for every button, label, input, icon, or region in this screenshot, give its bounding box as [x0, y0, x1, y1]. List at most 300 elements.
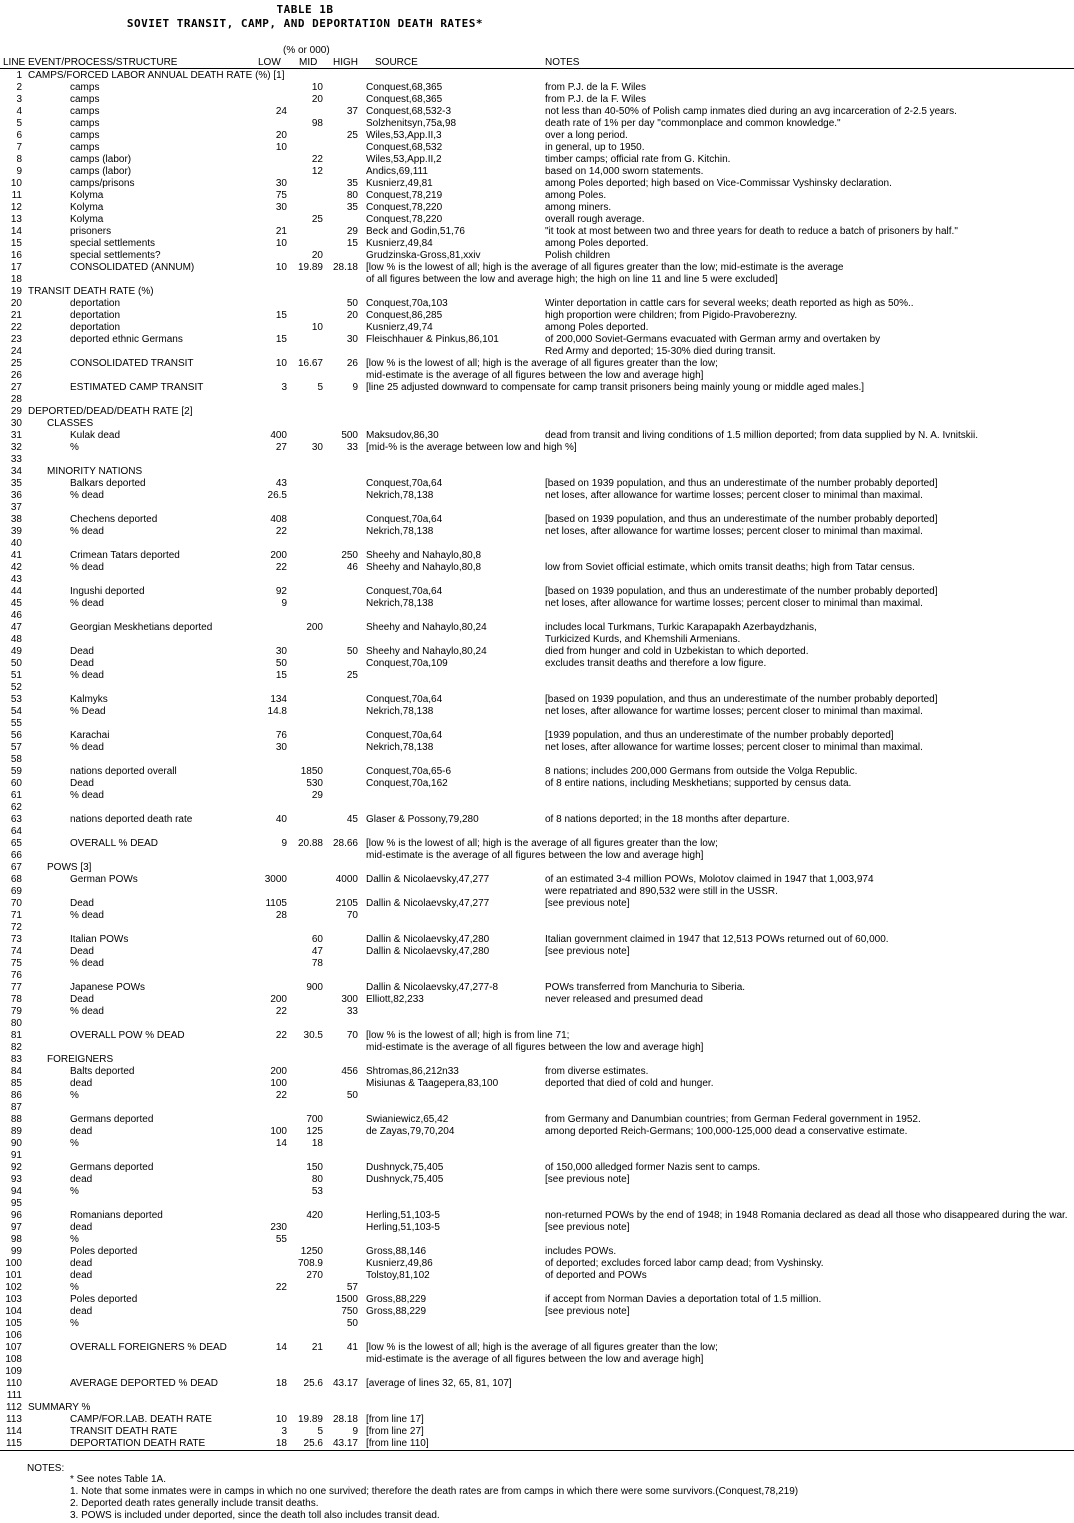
line-number: 24 [10, 346, 22, 357]
event-cell: Dead [70, 778, 94, 789]
note-item: 3. POWS is included under deported, since the death toll also includes transit dead. [70, 1510, 440, 1521]
line-number: 93 [10, 1174, 22, 1185]
source-cell: mid-estimate is the average of all figures between the low and average high] [366, 370, 704, 381]
event-cell: camps [70, 130, 100, 141]
source-cell: Solzhenitsyn,75a,98 [366, 118, 457, 129]
mid-cell: 125 [306, 1126, 323, 1137]
low-cell: 21 [275, 226, 287, 237]
line-number: 29 [10, 406, 22, 417]
notes-cell: net loses, after allowance for wartime losses; percent closer to minimal than maximal. [545, 490, 923, 501]
table-row [0, 1006, 1074, 1018]
line-number: 27 [10, 382, 22, 393]
table-row [0, 1378, 1074, 1390]
mid-cell: 53 [311, 1186, 323, 1197]
mid-cell: 20.88 [297, 838, 323, 849]
line-number: 48 [10, 634, 22, 645]
line-number: 22 [10, 322, 22, 333]
table-row [0, 790, 1074, 802]
event-cell: dead [70, 1270, 93, 1281]
source-cell: de Zayas,79,70,204 [366, 1126, 455, 1137]
line-number: 73 [10, 934, 22, 945]
table-row [0, 418, 1074, 430]
low-cell: 9 [281, 598, 287, 609]
table-row [0, 1102, 1074, 1114]
table-row [0, 1174, 1074, 1186]
line-number: 47 [10, 622, 22, 633]
table-row [0, 886, 1074, 898]
line-number: 77 [10, 982, 22, 993]
source-cell: Misiunas & Taagepera,83,100 [366, 1078, 499, 1089]
notes-cell: death rate of 1% per day "commonplace and common knowledge." [545, 118, 841, 129]
notes-cell: [1939 population, and thus an underestimate of the number probably deported] [545, 730, 894, 741]
table-body [0, 70, 1074, 1450]
line-number: 95 [10, 1198, 22, 1209]
notes-cell: includes POWs. [545, 1246, 617, 1257]
table-title: TABLE 1B [276, 3, 334, 16]
event-cell: % dead [70, 562, 104, 573]
table-row [0, 1222, 1074, 1234]
mid-cell: 78 [311, 958, 323, 969]
high-cell: 50 [346, 298, 358, 309]
low-cell: 134 [270, 694, 287, 705]
source-cell: Sheehy and Nahaylo,80,8 [366, 550, 482, 561]
mid-cell: 60 [311, 934, 323, 945]
line-number: 45 [10, 598, 22, 609]
event-cell: TRANSIT DEATH RATE (%) [28, 286, 154, 297]
notes-cell: of deported and POWs [545, 1270, 647, 1281]
high-cell: 80 [346, 190, 358, 201]
high-cell: 250 [341, 550, 358, 561]
line-number: 69 [10, 886, 22, 897]
table-row [0, 670, 1074, 682]
line-number: 108 [5, 1354, 22, 1365]
notes-cell: of 200,000 Soviet-Germans evacuated with German army and overtaken by [545, 334, 881, 345]
notes-cell: among Poles. [545, 190, 607, 201]
high-cell: 300 [341, 994, 358, 1005]
table-row [0, 1318, 1074, 1330]
low-cell: 9 [281, 838, 287, 849]
source-cell: Conquest,70a,162 [366, 778, 448, 789]
high-cell: 46 [346, 562, 358, 573]
table-row [0, 514, 1074, 526]
notes-cell: over a long period. [545, 130, 628, 141]
high-cell: 456 [341, 1066, 358, 1077]
low-cell: 10 [275, 262, 287, 273]
low-cell: 3 [281, 382, 287, 393]
line-number: 105 [5, 1318, 22, 1329]
source-cell: Kusnierz,49,86 [366, 1258, 433, 1269]
notes-cell: overall rough average. [545, 214, 645, 225]
mid-cell: 420 [306, 1210, 323, 1221]
high-cell: 20 [346, 310, 358, 321]
line-number: 56 [10, 730, 22, 741]
event-cell: OVERALL POW % DEAD [70, 1030, 185, 1041]
source-cell: Conquest,70a,64 [366, 514, 443, 525]
line-number: 54 [10, 706, 22, 717]
header-line: LINE [3, 57, 26, 68]
notes-cell: were repatriated and 890,532 were still in the USSR. [545, 886, 778, 897]
source-cell: [from line 17] [366, 1414, 424, 1425]
units-label: (% or 000) [283, 45, 330, 56]
event-cell: dead [70, 1258, 93, 1269]
event-cell: % dead [70, 742, 104, 753]
source-cell: Sheehy and Nahaylo,80,8 [366, 562, 482, 573]
mid-cell: 19.89 [297, 1414, 323, 1425]
event-cell: Kolyma [70, 190, 104, 201]
table-row [0, 274, 1074, 286]
table-row [0, 454, 1074, 466]
low-cell: 10 [275, 238, 287, 249]
table-row [0, 850, 1074, 862]
event-cell: prisoners [70, 226, 112, 237]
notes-cell: of an estimated 3-4 million POWs, Molotov claimed in 1947 that 1,003,974 [545, 874, 874, 885]
source-cell: [mid-% is the average between low and high %] [366, 442, 577, 453]
table-row [0, 946, 1074, 958]
source-cell: Glaser & Possony,79,280 [366, 814, 479, 825]
line-number: 111 [6, 1390, 22, 1401]
low-cell: 76 [275, 730, 287, 741]
table-row [0, 1150, 1074, 1162]
source-cell: Tolstoy,81,102 [366, 1270, 430, 1281]
low-cell: 22 [275, 1030, 287, 1041]
table-row [0, 862, 1074, 874]
event-cell: % [70, 1186, 79, 1197]
table-row [0, 178, 1074, 190]
notes-cell: of 8 nations deported; in the 18 months after departure. [545, 814, 790, 825]
header-mid: MID [299, 57, 318, 68]
mid-cell: 12 [311, 166, 323, 177]
line-number: 84 [10, 1066, 22, 1077]
note-item: 1. Note that some inmates were in camps in which no one survived; therefore the death rates are from camps in which there were some survivors.(Conquest,78,219) [70, 1486, 799, 1497]
low-cell: 50 [275, 658, 287, 669]
line-number: 12 [10, 202, 22, 213]
event-cell: Poles deported [70, 1246, 138, 1257]
low-cell: 230 [270, 1222, 287, 1233]
notes-cell: of 150,000 alledged former Nazis sent to camps. [545, 1162, 761, 1173]
mid-cell: 20 [311, 94, 323, 105]
event-cell: Romanians deported [70, 1210, 163, 1221]
mid-cell: 18 [311, 1138, 323, 1149]
high-cell: 28.66 [332, 838, 358, 849]
table-row [0, 574, 1074, 586]
event-cell: % [70, 1138, 79, 1149]
table-row [0, 382, 1074, 394]
line-number: 50 [10, 658, 22, 669]
source-cell: Fleischhauer & Pinkus,86,101 [366, 334, 499, 345]
high-cell: 29 [346, 226, 358, 237]
source-cell: Gross,88,229 [366, 1306, 427, 1317]
line-number: 74 [10, 946, 22, 957]
low-cell: 18 [275, 1378, 287, 1389]
low-cell: 400 [270, 430, 287, 441]
table-row [0, 298, 1074, 310]
source-cell: Grudzinska-Gross,81,xxiv [366, 250, 481, 261]
table-row [0, 874, 1074, 886]
line-number: 9 [16, 166, 22, 177]
mid-cell: 19.89 [297, 262, 323, 273]
source-cell: Conquest,78,220 [366, 214, 443, 225]
line-number: 61 [10, 790, 22, 801]
notes-cell: dead from transit and living conditions of 1.5 million deported; from data supplied by N. A. Ivnitskii. [545, 430, 979, 441]
notes-heading: NOTES: [27, 1463, 65, 1474]
notes-cell: in general, up to 1950. [545, 142, 645, 153]
event-cell: Kulak dead [70, 430, 121, 441]
low-cell: 14.8 [267, 706, 287, 717]
source-cell: Elliott,82,233 [366, 994, 424, 1005]
line-number: 4 [16, 106, 22, 117]
table-row [0, 1210, 1074, 1222]
table-row [0, 262, 1074, 274]
line-number: 57 [10, 742, 22, 753]
event-cell: Germans deported [70, 1162, 154, 1173]
event-cell: % [70, 442, 79, 453]
line-number: 41 [10, 550, 22, 561]
line-number: 113 [6, 1414, 22, 1425]
event-cell: DEPORTED/DEAD/DEATH RATE [2] [28, 406, 193, 417]
source-cell: Gross,88,146 [366, 1246, 427, 1257]
notes-cell: Polish children [545, 250, 611, 261]
high-cell: 70 [346, 1030, 358, 1041]
high-cell: 57 [346, 1282, 358, 1293]
table-row [0, 922, 1074, 934]
source-cell: Gross,88,229 [366, 1294, 427, 1305]
note-item: 2. Deported death rates generally include transit deaths. [70, 1498, 319, 1509]
mid-cell: 200 [306, 622, 323, 633]
event-cell: nations deported overall [70, 766, 177, 777]
table-row [0, 478, 1074, 490]
source-cell: Conquest,70a,64 [366, 694, 443, 705]
mid-cell: 47 [311, 946, 323, 957]
low-cell: 20 [275, 130, 287, 141]
low-cell: 30 [275, 646, 287, 657]
mid-cell: 16.67 [297, 358, 323, 369]
high-cell: 25 [346, 670, 358, 681]
high-cell: 9 [352, 382, 358, 393]
high-cell: 4000 [335, 874, 358, 885]
notes-cell: [see previous note] [545, 1306, 630, 1317]
event-cell: deportation [70, 298, 121, 309]
low-cell: 3 [281, 1426, 287, 1437]
table-row [0, 1198, 1074, 1210]
event-cell: AVERAGE DEPORTED % DEAD [70, 1378, 218, 1389]
mid-cell: 530 [306, 778, 323, 789]
table-row [0, 1090, 1074, 1102]
line-number: 19 [10, 286, 22, 297]
source-cell: Sheehy and Nahaylo,80,24 [366, 646, 487, 657]
event-cell: % dead [70, 598, 104, 609]
table-row [0, 1162, 1074, 1174]
line-number: 90 [10, 1138, 22, 1149]
line-number: 13 [10, 214, 22, 225]
source-cell: Conquest,68,532 [366, 142, 443, 153]
high-cell: 15 [346, 238, 358, 249]
line-number: 42 [10, 562, 22, 573]
line-number: 37 [10, 502, 22, 513]
source-cell: Nekrich,78,138 [366, 742, 434, 753]
low-cell: 408 [270, 514, 287, 525]
source-cell: Conquest,70a,64 [366, 730, 443, 741]
high-cell: 35 [346, 202, 358, 213]
table-row [0, 1138, 1074, 1150]
notes-cell: Winter deportation in cattle cars for several weeks; death reported as high as 50%.. [545, 298, 914, 309]
table-row [0, 190, 1074, 202]
line-number: 38 [10, 514, 22, 525]
mid-cell: 270 [306, 1270, 323, 1281]
source-cell: Dallin & Nicolaevsky,47,277 [366, 874, 490, 885]
notes-cell: Red Army and deported; 15-30% died during transit. [545, 346, 776, 357]
notes-cell: from P.J. de la F. Wiles [545, 82, 646, 93]
event-cell: Balts deported [70, 1066, 135, 1077]
header-low: LOW [258, 57, 281, 68]
table-row [0, 910, 1074, 922]
source-cell: Dallin & Nicolaevsky,47,280 [366, 934, 490, 945]
mid-cell: 700 [306, 1114, 323, 1125]
source-cell: Wiles,53,App.II,3 [366, 130, 442, 141]
notes-cell: Italian government claimed in 1947 that 12,513 POWs returned out of 60,000. [545, 934, 889, 945]
line-number: 7 [16, 142, 22, 153]
table-row [0, 586, 1074, 598]
notes-cell: net loses, after allowance for wartime losses; percent closer to minimal than maximal. [545, 742, 923, 753]
source-cell: Beck and Godin,51,76 [366, 226, 465, 237]
high-cell: 50 [346, 1318, 358, 1329]
table-row [0, 322, 1074, 334]
line-number: 110 [6, 1378, 22, 1389]
notes-cell: [see previous note] [545, 1222, 630, 1233]
line-number: 6 [16, 130, 22, 141]
mid-cell: 10 [311, 82, 323, 93]
source-cell: Kusnierz,49,81 [366, 178, 433, 189]
footer-rule [0, 1450, 1074, 1451]
line-number: 115 [6, 1438, 22, 1449]
notes-cell: among deported Reich-Germans; 100,000-125,000 dead a conservative estimate. [545, 1126, 908, 1137]
notes-cell: died from hunger and cold in Uzbekistan to which deported. [545, 646, 809, 657]
notes-cell: from P.J. de la F. Wiles [545, 94, 646, 105]
line-number: 49 [10, 646, 22, 657]
table-row [0, 490, 1074, 502]
notes-cell: timber camps; official rate from G. Kitchin. [545, 154, 731, 165]
high-cell: 28.18 [332, 1414, 358, 1425]
table-row [0, 430, 1074, 442]
notes-cell: never released and presumed dead [545, 994, 703, 1005]
line-number: 81 [10, 1030, 22, 1041]
notes-cell: non-returned POWs by the end of 1948; in 1948 Romania declared as dead all those who disappeared during the war. [545, 1210, 1068, 1221]
source-cell: Dushnyck,75,405 [366, 1174, 444, 1185]
table-row [0, 934, 1074, 946]
line-number: 92 [10, 1162, 22, 1173]
source-cell: Herling,51,103-5 [366, 1210, 440, 1221]
line-number: 94 [10, 1186, 22, 1197]
high-cell: 1500 [335, 1294, 358, 1305]
high-cell: 30 [346, 334, 358, 345]
source-cell: Sheehy and Nahaylo,80,24 [366, 622, 487, 633]
event-cell: Germans deported [70, 1114, 154, 1125]
low-cell: 200 [270, 1066, 287, 1077]
table-row [0, 310, 1074, 322]
high-cell: 33 [346, 1006, 358, 1017]
mid-cell: 900 [306, 982, 323, 993]
notes-cell: [based on 1939 population, and thus an underestimate of the number probably deported] [545, 586, 938, 597]
table-row [0, 154, 1074, 166]
event-cell: Karachai [70, 730, 110, 741]
low-cell: 22 [275, 1282, 287, 1293]
low-cell: 14 [275, 1138, 287, 1149]
line-number: 104 [5, 1306, 22, 1317]
low-cell: 15 [275, 310, 287, 321]
table-row [0, 358, 1074, 370]
line-number: 76 [10, 970, 22, 981]
table-row [0, 634, 1074, 646]
low-cell: 30 [275, 742, 287, 753]
event-cell: MINORITY NATIONS [47, 466, 143, 477]
line-number: 109 [5, 1366, 22, 1377]
source-cell: Herling,51,103-5 [366, 1222, 440, 1233]
high-cell: 43.17 [332, 1438, 358, 1449]
low-cell: 75 [275, 190, 287, 201]
mid-cell: 708.9 [297, 1258, 323, 1269]
event-cell: Dead [70, 658, 94, 669]
table-row [0, 1042, 1074, 1054]
event-cell: % [70, 1318, 79, 1329]
event-cell: dead [70, 1174, 93, 1185]
table-row [0, 562, 1074, 574]
source-cell: [low % is the lowest of all; high is the average of all figures greater than the low; [366, 1342, 718, 1353]
table-row [0, 982, 1074, 994]
notes-cell: from diverse estimates. [545, 1066, 649, 1077]
high-cell: 50 [346, 646, 358, 657]
table-row [0, 118, 1074, 130]
table-row [0, 1438, 1074, 1450]
low-cell: 15 [275, 670, 287, 681]
table-row [0, 706, 1074, 718]
table-row [0, 646, 1074, 658]
notes-cell: [based on 1939 population, and thus an underestimate of the number probably deported] [545, 694, 938, 705]
table-row [0, 826, 1074, 838]
line-number: 46 [10, 610, 22, 621]
table-row [0, 778, 1074, 790]
event-cell: % [70, 1090, 79, 1101]
low-cell: 15 [275, 334, 287, 345]
event-cell: dead [70, 1222, 93, 1233]
event-cell: Kolyma [70, 214, 104, 225]
table-row [0, 1306, 1074, 1318]
high-cell: 70 [346, 910, 358, 921]
event-cell: % dead [70, 490, 104, 501]
high-cell: 2105 [335, 898, 358, 909]
event-cell: Dead [70, 946, 94, 957]
source-cell: [line 25 adjusted downward to compensate for camp transit prisoners being mainly young or middle aged males.] [366, 382, 865, 393]
source-cell: Conquest,70a,103 [366, 298, 448, 309]
low-cell: 55 [275, 1234, 287, 1245]
source-cell: Conquest,78,220 [366, 202, 443, 213]
line-number: 71 [10, 910, 22, 921]
line-number: 14 [10, 226, 22, 237]
line-number: 15 [10, 238, 22, 249]
event-cell: DEPORTATION DEATH RATE [70, 1438, 206, 1449]
event-cell: camps (labor) [70, 154, 132, 165]
high-cell: 750 [341, 1306, 358, 1317]
source-cell: Conquest,68,365 [366, 94, 443, 105]
low-cell: 24 [275, 106, 287, 117]
low-cell: 14 [275, 1342, 287, 1353]
line-number: 80 [10, 1018, 22, 1029]
notes-cell: [see previous note] [545, 898, 630, 909]
table-row [0, 406, 1074, 418]
low-cell: 92 [275, 586, 287, 597]
event-cell: CONSOLIDATED TRANSIT [70, 358, 194, 369]
table-row [0, 1186, 1074, 1198]
table-row [0, 370, 1074, 382]
notes-cell: net loses, after allowance for wartime losses; percent closer to minimal than maximal. [545, 598, 923, 609]
